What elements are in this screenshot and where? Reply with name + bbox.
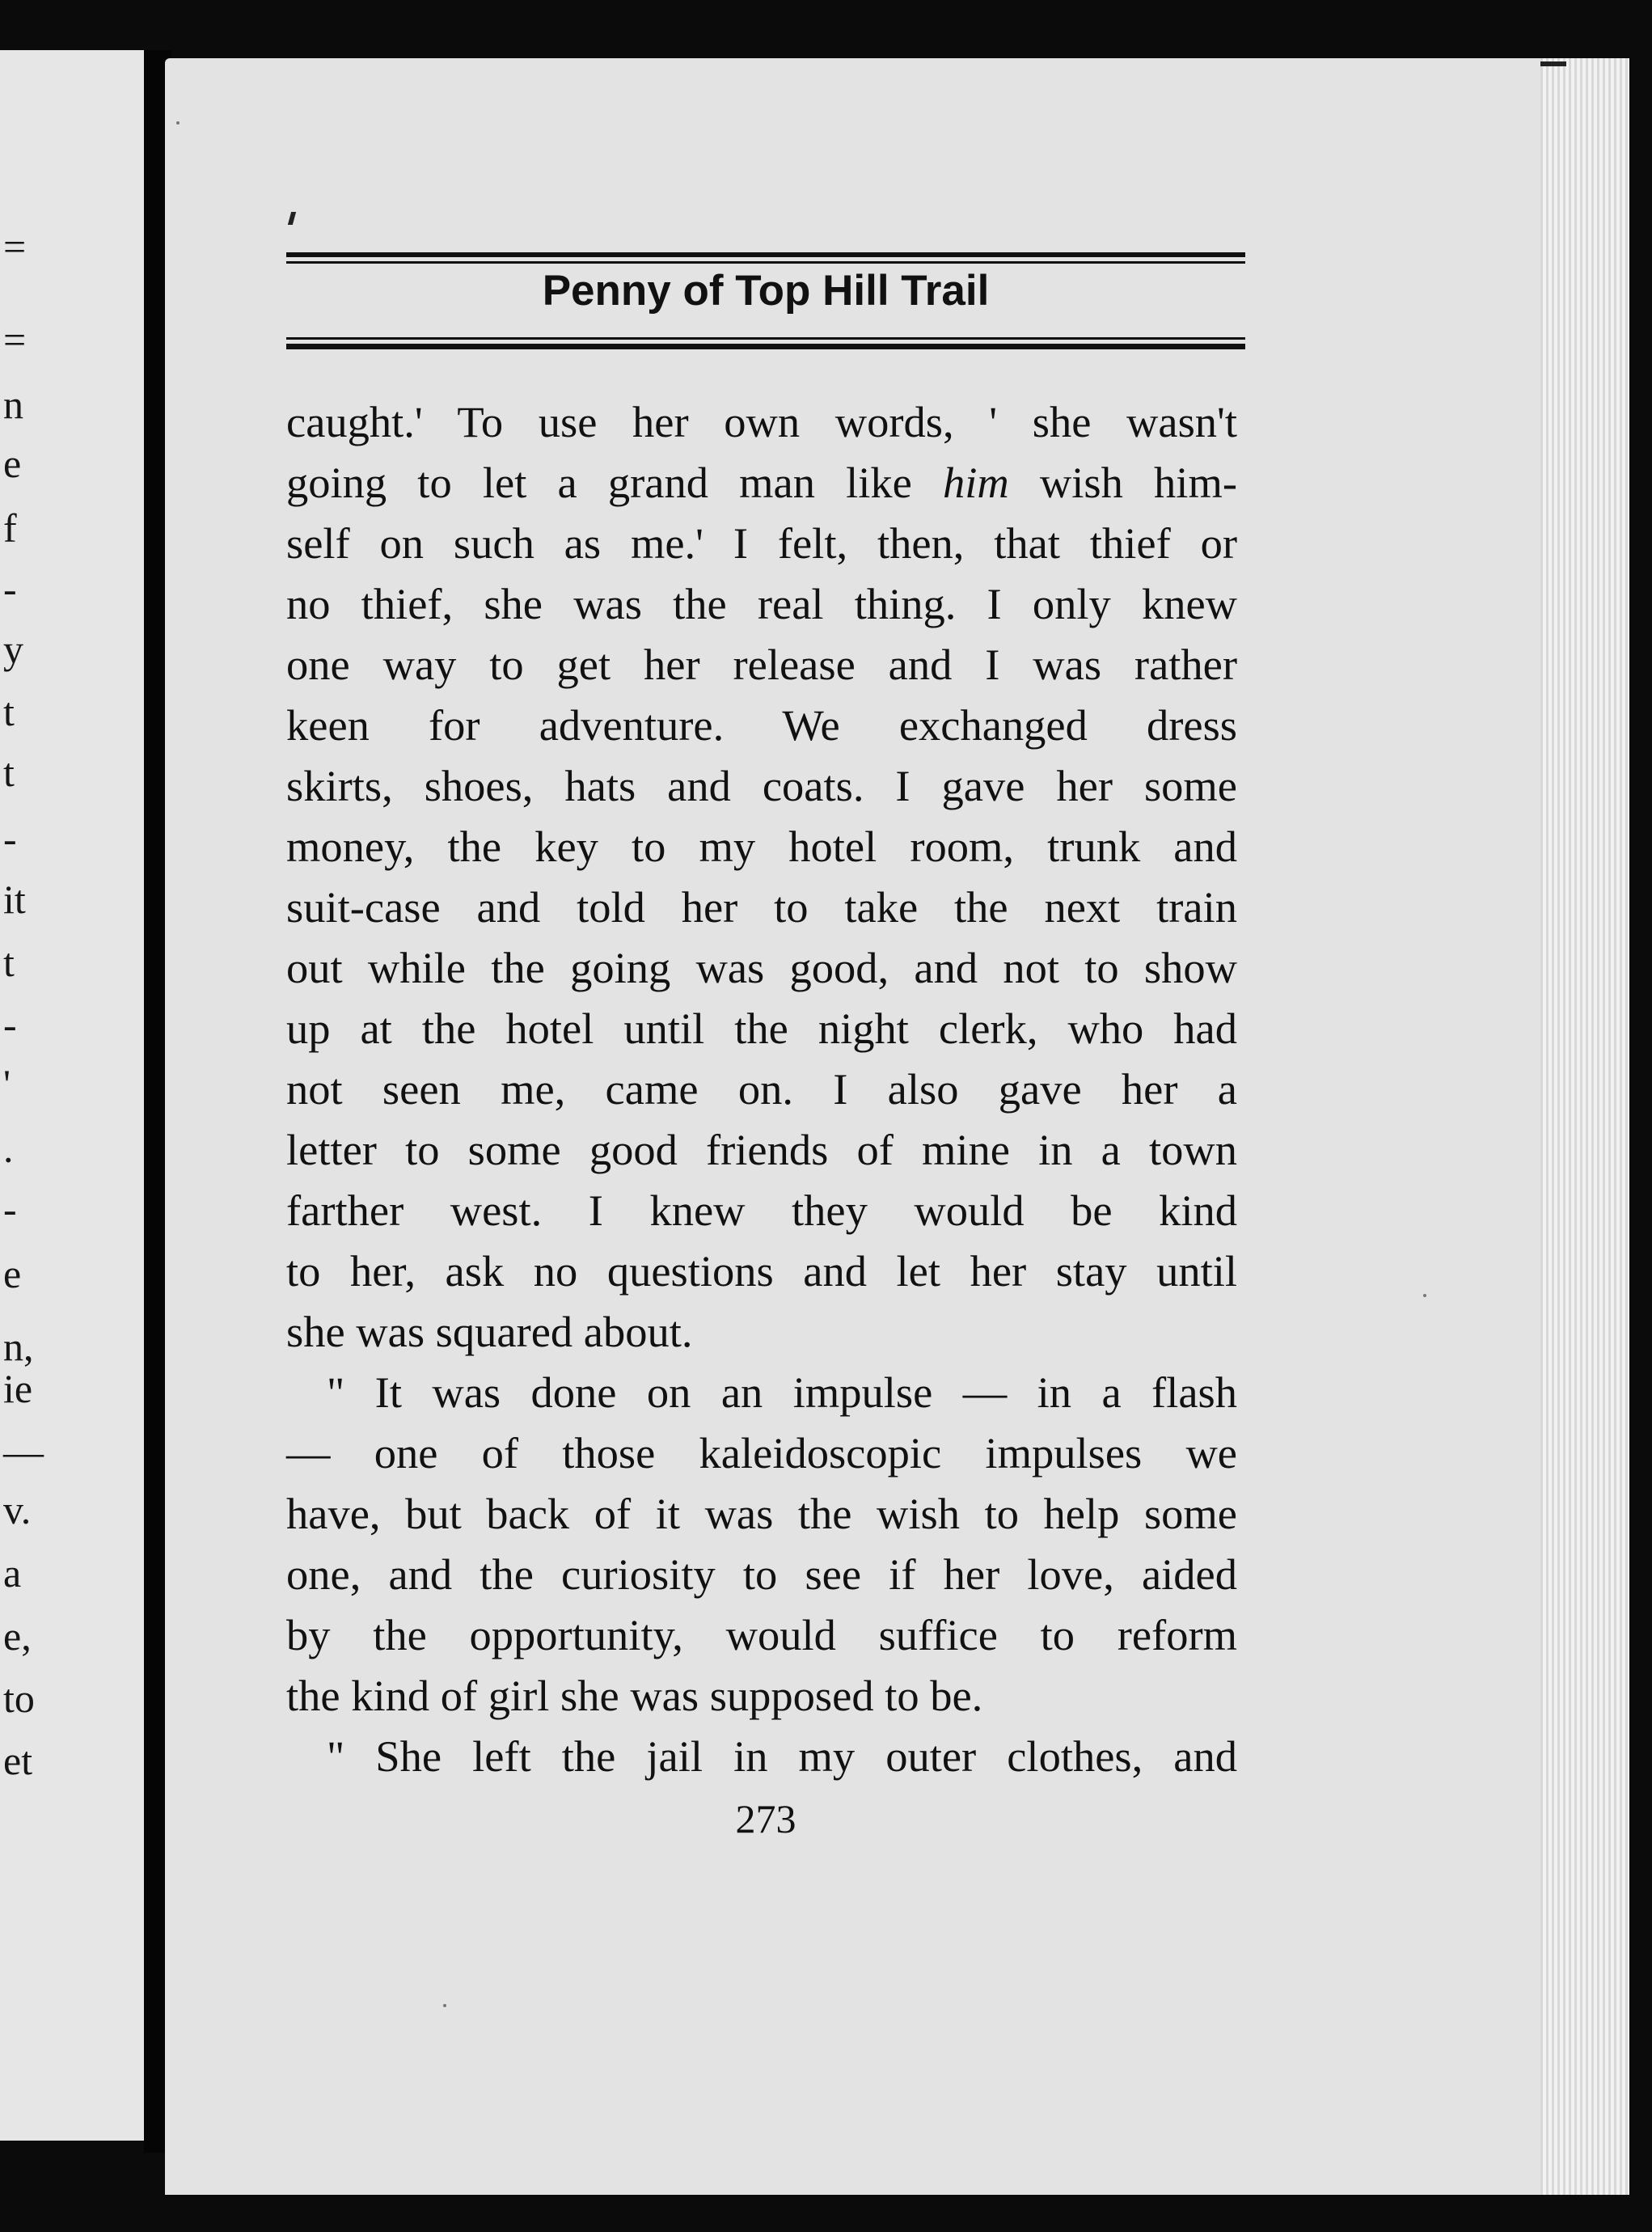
paper-speck: [1423, 1294, 1426, 1297]
text-line: farther west. I knew they would be kind: [286, 1186, 1237, 1235]
facing-page-fragment: -: [3, 816, 17, 861]
facing-page-fragment: v.: [3, 1487, 32, 1532]
header-rule-bottom-thick: [286, 344, 1245, 349]
paper-speck: [443, 2004, 446, 2007]
facing-page-fragment: t: [3, 940, 15, 985]
text-line: caught.' To use her own words, ' she wasn't: [286, 397, 1237, 446]
text-line: by the opportunity, would suffice to reform: [286, 1610, 1237, 1659]
facing-page-fragment: f: [3, 505, 17, 551]
text-line: money, the key to my hotel room, trunk and: [286, 822, 1237, 871]
text-line: letter to some good friends of mine in a town: [286, 1125, 1237, 1174]
header-rule-top-thick: [286, 252, 1245, 257]
facing-page-fragment: n: [3, 382, 23, 427]
page-number: 273: [735, 1796, 796, 1841]
facing-page-fragment: ie: [3, 1366, 33, 1411]
facing-page-fragment: e,: [3, 1613, 32, 1659]
running-head: Penny of Top Hill Trail: [542, 267, 990, 315]
text-line: out while the going was good, and not to show: [286, 943, 1237, 992]
facing-page-fragment: ': [3, 1061, 11, 1106]
text-line: no thief, she was the real thing. I only knew: [286, 579, 1237, 628]
facing-page-fragment: -: [3, 1186, 17, 1232]
body-text: [286, 391, 1237, 1786]
text-line: — one of those kaleidoscopic impulses we: [286, 1428, 1237, 1477]
text-line: up at the hotel until the night clerk, who had: [286, 1004, 1237, 1053]
facing-page: [0, 50, 144, 2141]
facing-page-fragment: t: [3, 750, 15, 795]
facing-page-fragment: .: [3, 1126, 14, 1171]
facing-page-fragment: et: [3, 1738, 33, 1783]
page-edges: [1540, 58, 1629, 2195]
text-line: going to let a grand man like him wish him-: [286, 458, 1237, 507]
page-edge-mark: [1540, 61, 1566, 66]
facing-page-fragment: =: [3, 317, 27, 362]
text-line: keen for adventure. We exchanged dress: [286, 700, 1237, 750]
text-line: one, and the curiosity to see if her love, aided: [286, 1549, 1237, 1599]
text-line: she was squared about.: [286, 1307, 693, 1356]
text-line: one way to get her release and I was rather: [286, 640, 1237, 689]
facing-page-fragment: e: [3, 441, 22, 486]
facing-page-fragment: =: [3, 224, 27, 269]
facing-page-fragment: a: [3, 1550, 22, 1596]
text-line: have, but back of it was the wish to help some: [286, 1489, 1237, 1538]
header-rule-top-thin: [286, 261, 1245, 264]
text-line: " She left the jail in my outer clothes, and: [327, 1731, 1237, 1781]
text-line: to her, ask no questions and let her stay until: [286, 1246, 1237, 1296]
facing-page-fragment: y: [3, 627, 23, 672]
text-line: " It was done on an impulse — in a flash: [327, 1368, 1237, 1417]
text-line: not seen me, came on. I also gave her a: [286, 1064, 1237, 1114]
facing-page-fragment: -: [3, 566, 17, 611]
emphasis-word: him: [943, 458, 1009, 507]
facing-page-fragment: it: [3, 877, 26, 922]
facing-page-fragment: e: [3, 1251, 22, 1296]
header-rule-bottom-thin: [286, 337, 1245, 340]
paper-speck: [176, 121, 180, 125]
facing-page-fragment: to: [3, 1676, 35, 1721]
text-line: self on such as me.' I felt, then, that thief or: [286, 518, 1237, 568]
facing-page-fragment: t: [3, 689, 15, 734]
text-line: suit-case and told her to take the next train: [286, 882, 1237, 932]
text-line: the kind of girl she was supposed to be.: [286, 1671, 983, 1720]
facing-page-fragment: n,: [3, 1324, 34, 1369]
facing-page-fragment: -: [3, 1002, 17, 1047]
text-line: skirts, shoes, hats and coats. I gave her some: [286, 761, 1237, 810]
facing-page-fragment: —: [3, 1429, 44, 1474]
